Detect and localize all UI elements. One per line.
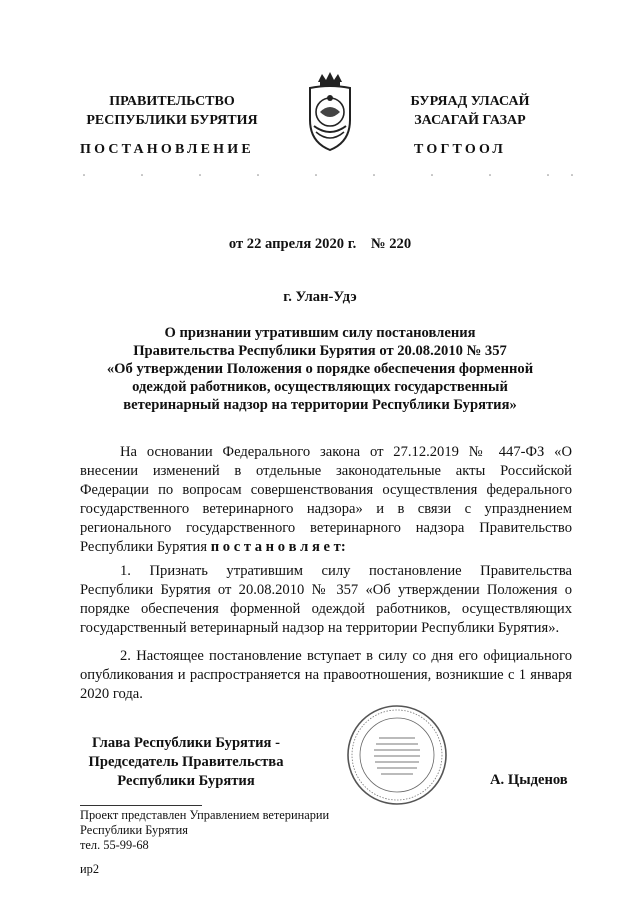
- header-left: [72, 92, 272, 130]
- header-right-line1: БУРЯАД УЛАСАЙ: [410, 94, 530, 109]
- header-right: [380, 92, 560, 130]
- title-line: «Об утверждении Положения о порядке обеспечения форменной: [106, 361, 534, 377]
- date-number: от 22 апреля 2020 г. № 220: [228, 236, 412, 252]
- header-left-line1: ПРАВИТЕЛЬСТВО: [109, 94, 235, 109]
- title-line: Правительства Республики Бурятия от 20.08.2010 № 357: [133, 343, 507, 359]
- preamble: [80, 443, 572, 557]
- header-divider: [80, 172, 575, 178]
- footer-code: ир2: [80, 862, 100, 876]
- item-2: [80, 647, 572, 704]
- seal-stamp-icon: [346, 704, 448, 806]
- signatory-line: Республики Бурятия: [117, 773, 255, 789]
- doc-type-right: ТОГТООЛ: [414, 142, 507, 157]
- item-2-text: 2. Настоящее постановление вступает в силу со дня его официального опубликования и распространяется на правоотношения, возникшие с 1 января 2020 года.: [80, 648, 572, 702]
- emblem-icon: [300, 68, 360, 154]
- document-title: [60, 324, 580, 414]
- footer-line: тел. 55-99-68: [80, 838, 149, 852]
- signatory-line: Глава Республики Бурятия -: [92, 735, 280, 751]
- city: г. Улан-Удэ: [283, 289, 357, 305]
- header-left-line2: РЕСПУБЛИКИ БУРЯТИЯ: [86, 113, 258, 128]
- doc-type-left: ПОСТАНОВЛЕНИЕ: [80, 142, 254, 157]
- title-line: О признании утратившим силу постановления: [164, 325, 476, 341]
- footer: [80, 808, 329, 877]
- header-right-line2: ЗАСАГАЙ ГАЗАР: [414, 113, 526, 128]
- footer-line: Республики Бурятия: [80, 823, 188, 837]
- footer-divider: [80, 805, 202, 806]
- signatory-name: А. Цыденов: [490, 772, 568, 788]
- signatory-line: Председатель Правительства: [88, 754, 284, 770]
- decree-word: п о с т а н о в л я е т:: [210, 539, 346, 555]
- signatory-position: [78, 734, 294, 791]
- title-line: ветеринарный надзор на территории Республики Бурятия»: [123, 397, 517, 413]
- item-1: [80, 562, 572, 638]
- preamble-text: На основании Федерального закона от 27.12.2019 № 447-ФЗ «О внесении изменений в отдельные законодательные акты Российской Федерации по вопросам совершенствования осуществления федерального государственного ветеринарного надзора» и в связи с упразднением регионального государственного ветеринарного надзора Правительство Республики Бурятия: [80, 444, 572, 555]
- item-1-text: 1. Признать утратившим силу постановление Правительства Республики Бурятия от 20.08.2010 № 357 «Об утверждении Положения о порядке обеспечения форменной одеждой работников, осуществляющих государственный ветеринарный надзор на территории Республики Бурятия».: [80, 563, 572, 636]
- title-line: одеждой работников, осуществляющих государственный: [132, 379, 508, 395]
- footer-line: Проект представлен Управлением ветеринарии: [80, 808, 330, 822]
